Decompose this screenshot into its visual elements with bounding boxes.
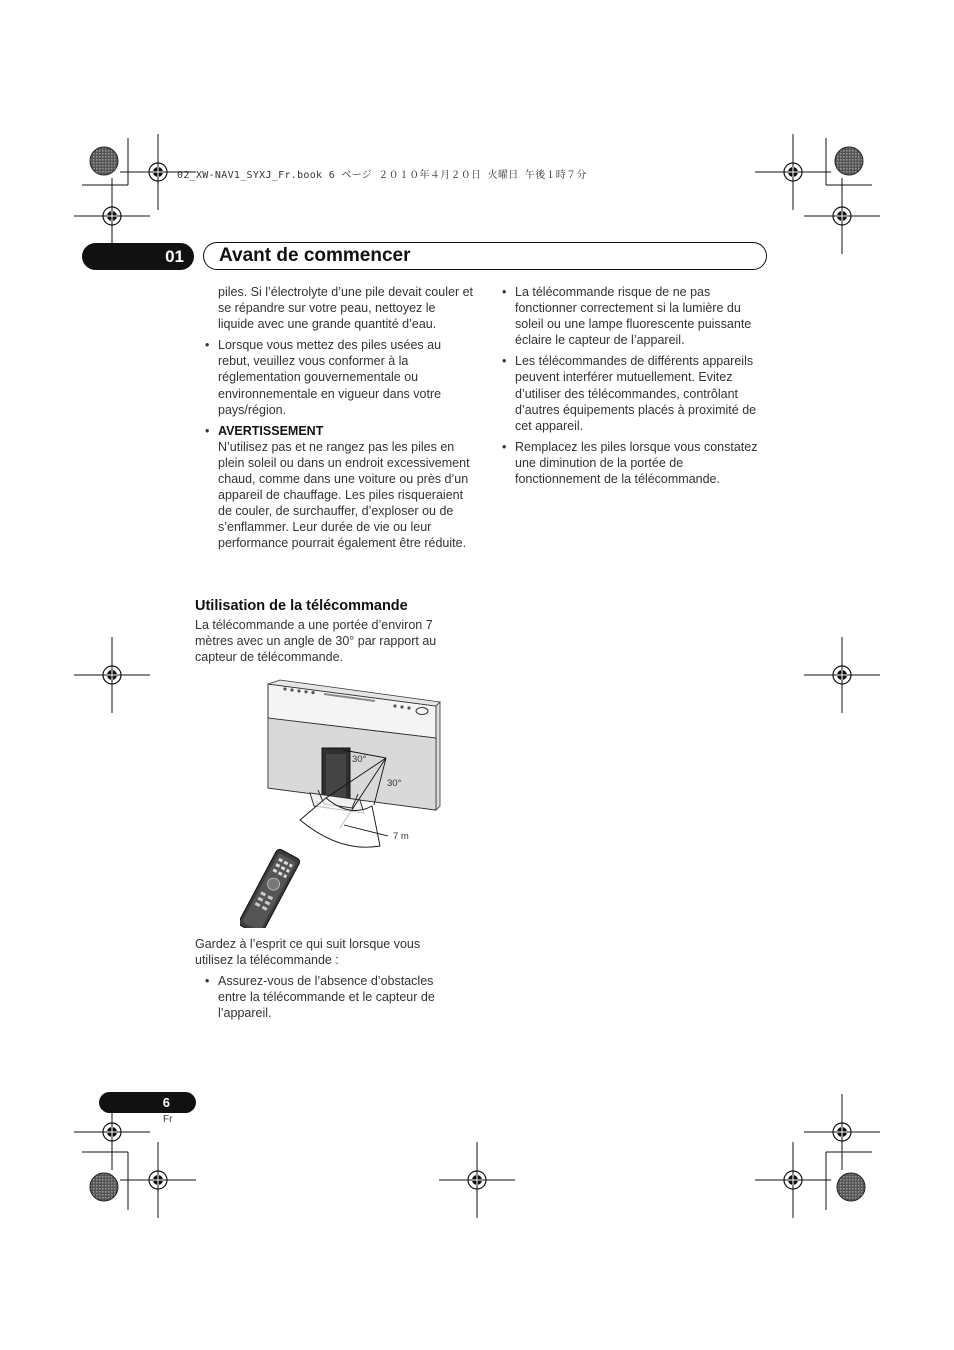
bullet-list bbox=[195, 337, 475, 551]
left-column bbox=[195, 284, 475, 552]
registration-mark-ml bbox=[74, 637, 150, 713]
registration-mark-bc bbox=[439, 1142, 515, 1218]
angle-label-top: 30° bbox=[352, 754, 367, 765]
after-figure-list bbox=[195, 968, 465, 1021]
after-figure-text: Gardez à l’esprit ce qui suit lorsque vous utilisez la télécommande : bbox=[195, 937, 421, 968]
section-intro: La télécommande a une portée d’environ 7 mètres avec un angle de 30° par rapport au capteur de télécommande. bbox=[195, 618, 437, 665]
chapter-number: 01 bbox=[82, 243, 194, 270]
list-item: • Assurez-vous de l’absence d’obstacles entre la télécommande et le capteur de l’appareil. bbox=[195, 973, 465, 1021]
registration-mark-br bbox=[755, 1142, 831, 1218]
warning-title: • AVERTISSEMENT bbox=[218, 423, 324, 438]
speaker-illustration bbox=[268, 680, 440, 813]
section-title: Utilisation de la télécommande bbox=[195, 598, 408, 614]
page-number: 6 bbox=[99, 1092, 196, 1113]
starburst-mark-br bbox=[837, 1173, 865, 1201]
registration-mark-tl bbox=[120, 134, 196, 210]
continued-paragraph: piles. Si l’électrolyte d’une pile devait couler et se répandre sur votre peau, nettoyez le liquide avec une grande quantité d’eau. bbox=[218, 285, 473, 332]
starburst-mark-tl bbox=[90, 147, 118, 175]
registration-mark-br2 bbox=[804, 1094, 880, 1170]
warning-text: N’utilisez pas et ne rangez pas les piles en plein soleil ou dans un endroit excessivement chaud, comme dans une voiture ou près d’un appareil de chauffage. Les piles risqueraient de couler, de surchauffer, d’exploser ou de s’enflammer. Leur durée de vie ou leur performance pourrait également être réduite. bbox=[218, 439, 470, 551]
remote-control-illustration bbox=[240, 848, 301, 928]
registration-mark-bl bbox=[120, 1142, 196, 1218]
angle-label-right: 30° bbox=[387, 778, 402, 789]
distance-label: 7 m bbox=[393, 831, 409, 842]
print-info: 02_XW-NAV1_SYXJ_Fr.book 6 ページ ２０１０年４月２０日 火曜日 午後１時７分 bbox=[177, 170, 587, 181]
list-item: • Remplacez les piles lorsque vous constatez une diminution de la portée de fonctionnement de la télécommande. bbox=[492, 439, 770, 487]
starburst-mark-bl bbox=[90, 1173, 118, 1201]
list-item: • Les télécommandes de différents appareils peuvent interférer mutuellement. Evitez d’utiliser des télécommandes, contrôlant d’autres équipements placés à proximité de cet appareil. bbox=[492, 353, 770, 433]
warning-item bbox=[195, 423, 475, 552]
registration-mark-mr bbox=[804, 637, 880, 713]
remote-range-figure bbox=[240, 678, 450, 928]
list-item: • Lorsque vous mettez des piles usées au rebut, veuillez vous conformer à la réglementation gouvernementale ou environnementale en vigueur dans votre pays/région. bbox=[195, 337, 475, 417]
starburst-mark-tr bbox=[835, 147, 863, 175]
right-column bbox=[492, 279, 770, 487]
page-language: Fr bbox=[163, 1114, 173, 1125]
registration-mark-tr bbox=[755, 134, 831, 210]
list-item: • La télécommande risque de ne pas fonctionner correctement si la lumière du soleil ou une lampe fluorescente puissante éclaire le capteur de l’appareil. bbox=[492, 284, 770, 348]
registration-mark-tr2 bbox=[804, 178, 880, 254]
chapter-title: Avant de commencer bbox=[219, 245, 411, 266]
